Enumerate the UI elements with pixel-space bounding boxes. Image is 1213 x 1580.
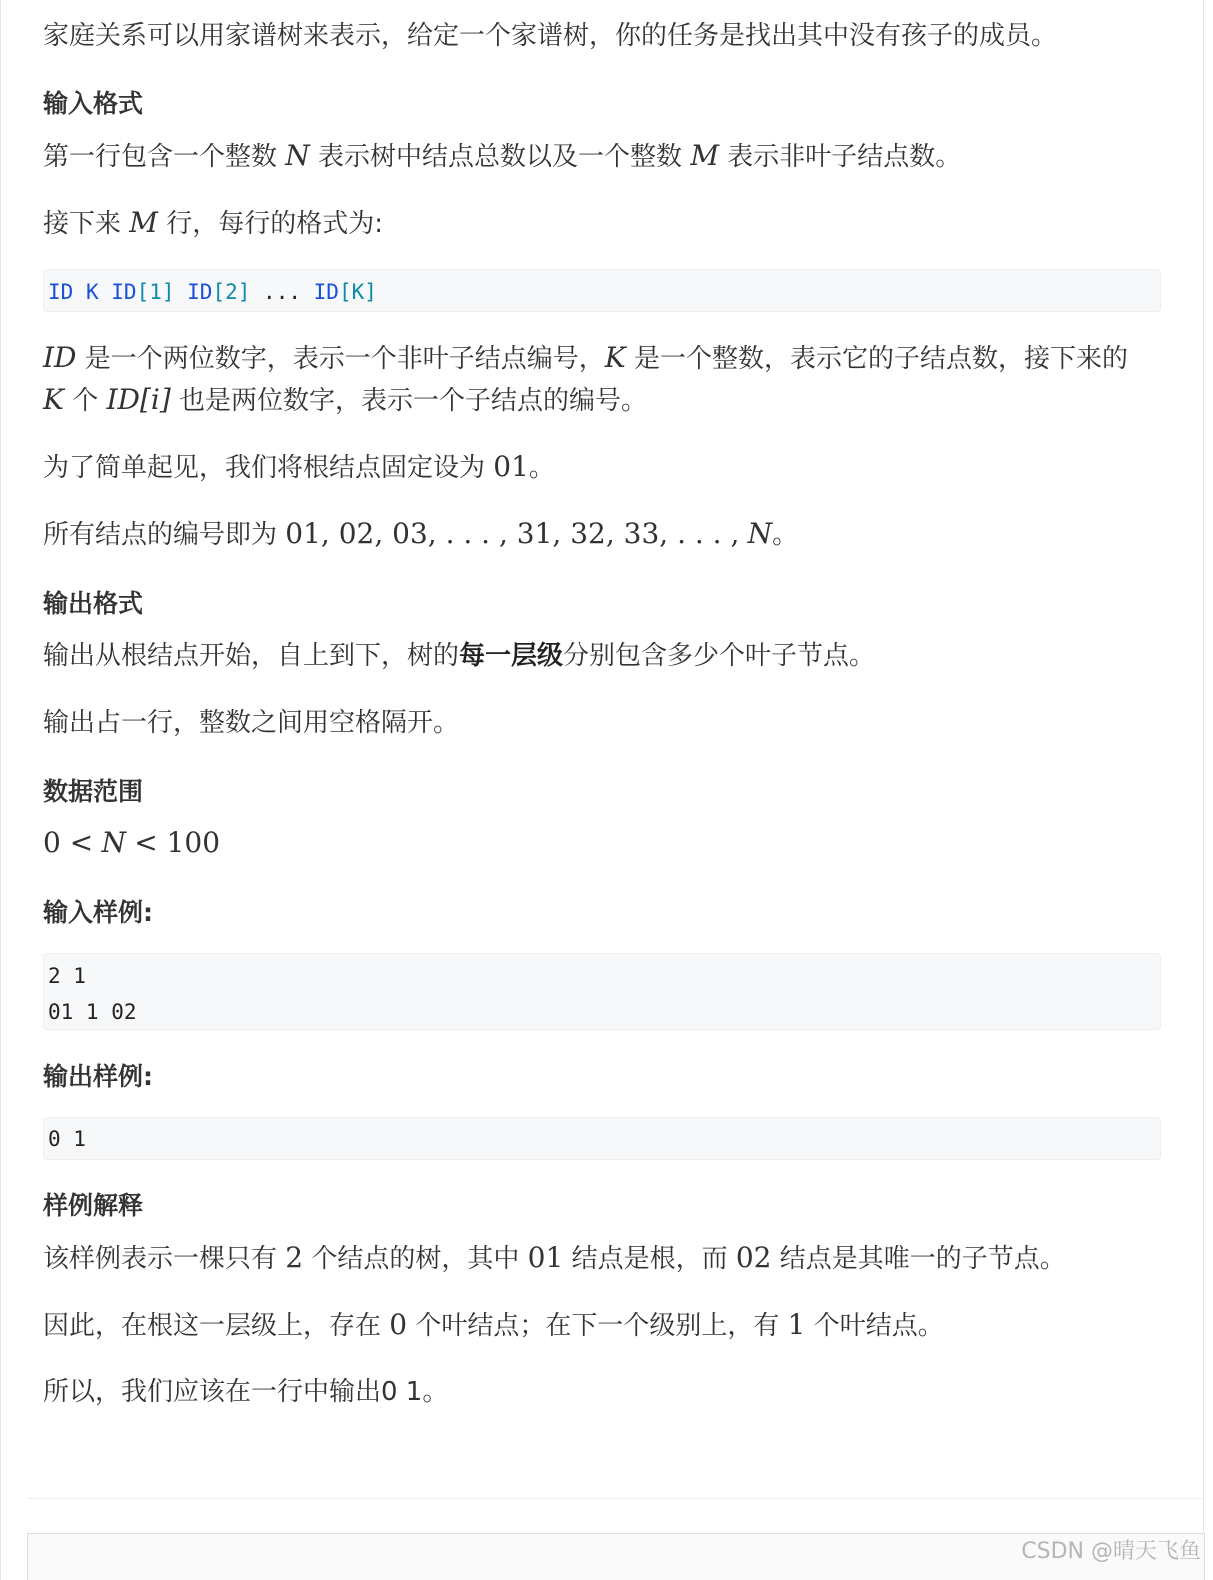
text: 。 <box>528 453 555 483</box>
math-text: 0 < <box>43 826 94 859</box>
math-01: 01 <box>493 450 529 483</box>
text: 表示树中结点总数以及一个整数 <box>318 142 683 172</box>
math-M: M <box>129 206 158 239</box>
math-N: N <box>101 826 126 859</box>
code-token: ID <box>111 280 137 304</box>
sample-input-code <box>43 953 1161 1030</box>
text: 个 <box>72 386 99 416</box>
input-line-1 <box>43 136 961 177</box>
text: 所有结点的编号即为 <box>43 520 278 550</box>
explanation-heading: 样例解释 <box>43 1191 144 1220</box>
text: 表示非叶子结点数。 <box>727 142 962 172</box>
divider <box>27 1498 1205 1499</box>
text: 个叶结点；在下一个级别上，有 <box>415 1311 780 1341</box>
code-token: ID <box>48 280 74 304</box>
ids-line <box>43 514 798 555</box>
text: 结点是其唯一的子节点。 <box>779 1244 1066 1274</box>
text: 行，每行的格式为: <box>166 209 383 239</box>
bold-text: 每一层级 <box>459 641 564 671</box>
input-format-heading: 输入格式 <box>43 89 144 118</box>
text: 为了简单起见，我们将根结点固定设为 <box>43 453 486 483</box>
output-format-heading: 输出格式 <box>43 589 144 618</box>
math-N: N <box>747 517 773 550</box>
text: 个结点的树，其中 <box>311 1244 520 1274</box>
text: 是一个整数，表示它的子结点数，接下来的 <box>633 344 1128 374</box>
code-token: ID <box>187 280 213 304</box>
math-M: M <box>690 139 719 172</box>
text: 分别包含多少个叶子节点。 <box>563 641 876 671</box>
sample-input-heading: 输入样例: <box>43 898 153 927</box>
root-line <box>43 447 555 488</box>
sample-output-heading: 输出样例: <box>43 1062 153 1091</box>
output-line-1 <box>43 636 875 676</box>
csdn-watermark: CSDN @晴天飞鱼 <box>1021 1539 1201 1564</box>
output-line-2: 输出占一行，整数之间用空格隔开。 <box>43 708 460 738</box>
text: 接下来 <box>43 209 122 239</box>
text: 该样例表示一棵只有 <box>43 1244 278 1274</box>
math-N: N <box>285 139 310 172</box>
desc-line-2 <box>43 380 647 421</box>
text: 第一行包含一个整数 <box>43 142 278 172</box>
format-code-block <box>43 269 1161 312</box>
math-IDi: ID[i] <box>106 383 171 416</box>
range-expression <box>43 823 220 864</box>
text: 也是两位数字，表示一个子结点的编号。 <box>179 386 648 416</box>
code-token: K <box>85 280 99 304</box>
sample-input-line-2: 01 1 02 <box>48 1000 137 1024</box>
input-line-2 <box>43 203 383 244</box>
math-ID: ID <box>43 341 77 374</box>
math-number: 01 <box>527 1241 564 1274</box>
sample-output-line-1: 0 1 <box>48 1127 86 1151</box>
text: 因此，在根这一层级上，存在 <box>43 1311 382 1341</box>
math-number: 2 <box>285 1241 304 1274</box>
math-number: 1 <box>787 1308 806 1341</box>
text: 是一个两位数字，表示一个非叶子结点编号， <box>84 344 605 374</box>
math-K: K <box>43 383 64 416</box>
math-ids-list: 01, 02, 03, . . . , 31, 32, 33, . . . , <box>285 517 740 550</box>
sample-output-code <box>43 1117 1161 1160</box>
code-token: [K] <box>338 280 377 304</box>
math-K: K <box>604 341 626 374</box>
explain-line-3: 所以，我们应该在一行中输出0 1。 <box>43 1377 449 1407</box>
format-code-line <box>48 274 1160 310</box>
text: 。 <box>772 520 799 550</box>
data-range-heading: 数据范围 <box>43 777 144 806</box>
sample-input-line-1: 2 1 <box>48 964 86 988</box>
math-number: 0 <box>389 1308 408 1341</box>
desc-line-1 <box>43 338 1128 379</box>
explain-line-1 <box>43 1238 1066 1279</box>
math-number: 02 <box>735 1241 772 1274</box>
explain-line-2 <box>43 1305 944 1346</box>
text: 输出从根结点开始，自上到下，树的 <box>43 641 460 671</box>
text: 结点是根，而 <box>571 1244 728 1274</box>
text: 个叶结点。 <box>813 1311 944 1341</box>
code-token: ... <box>263 280 301 304</box>
intro-text: 家庭关系可以用家谱树来表示，给定一个家谱树，你的任务是找出其中没有孩子的成员。 <box>43 21 1058 51</box>
code-token: [2] <box>212 280 251 304</box>
code-token: [1] <box>136 280 175 304</box>
math-text: < 100 <box>134 826 221 859</box>
code-token: ID <box>313 280 339 304</box>
